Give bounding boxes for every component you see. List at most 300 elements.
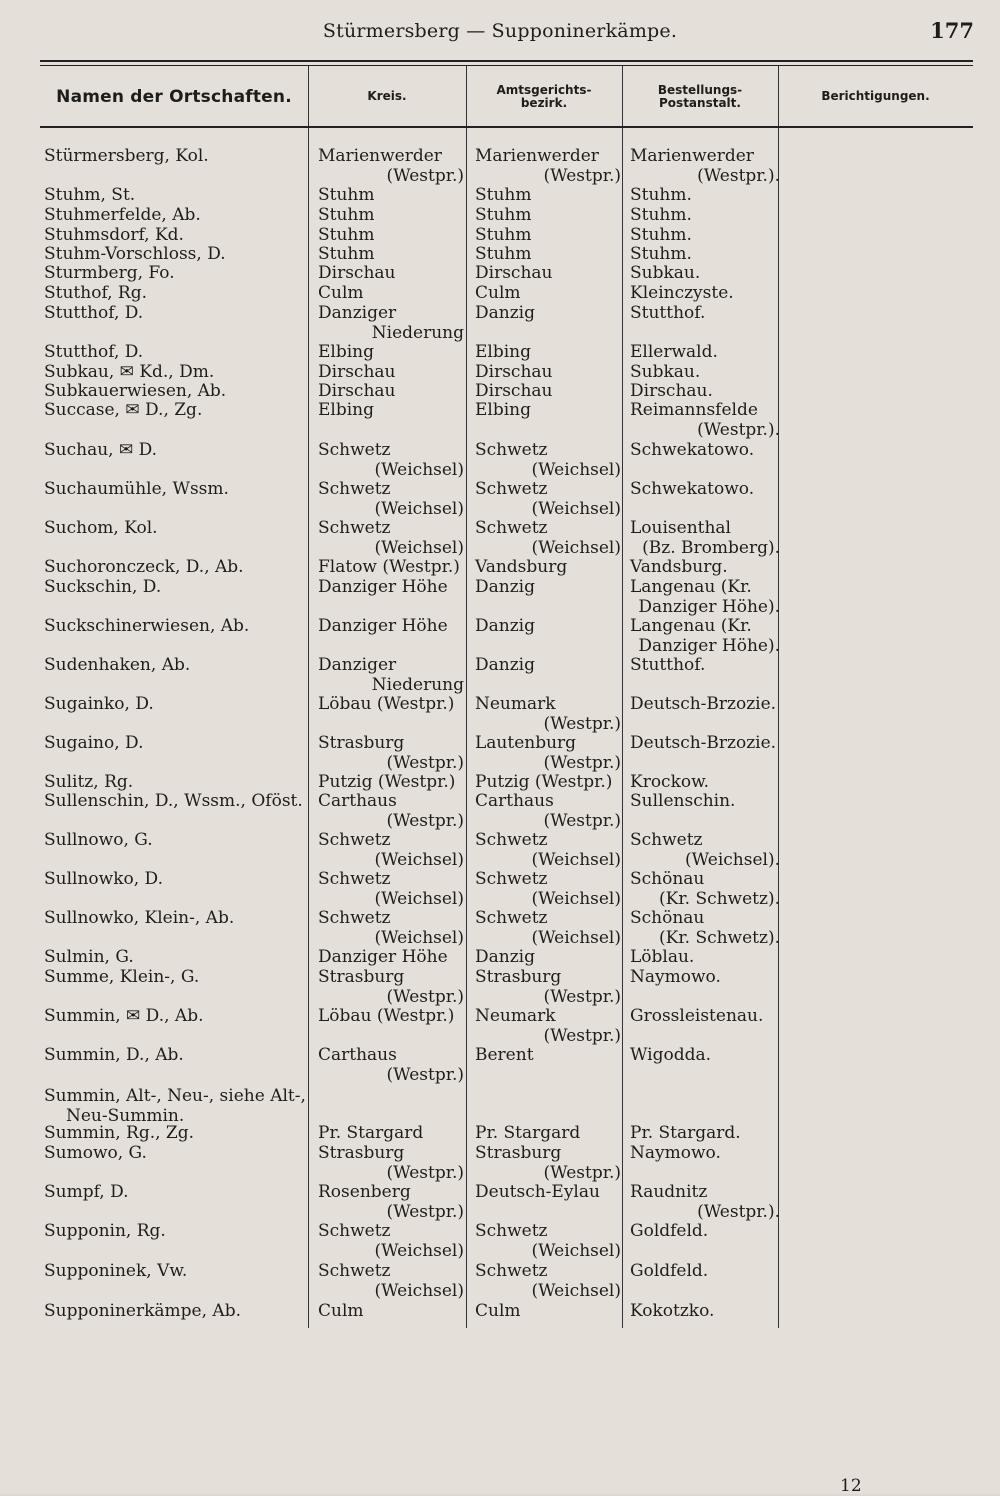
- kreis-cell-line: Carthaus: [318, 791, 397, 811]
- postanstalt-cell-line: Stuhm.: [630, 185, 692, 205]
- kreis-cell: [318, 734, 464, 773]
- postanstalt-cell-line: Grossleistenau.: [630, 1006, 764, 1026]
- kreis-cell-line: Schwetz: [318, 440, 391, 460]
- postanstalt-cell: [630, 245, 780, 265]
- kreis-cell-line: Flatow (Westpr.): [318, 557, 460, 577]
- postanstalt-cell-line: Goldfeld.: [630, 1261, 709, 1281]
- amtsgericht-cell-line: Schwetz: [475, 908, 548, 928]
- place-name: [44, 245, 312, 265]
- kreis-cell-line: Danziger: [318, 303, 397, 323]
- place-name: [44, 441, 312, 461]
- amtsgericht-cell-line: Stuhm: [475, 225, 532, 245]
- postanstalt-cell-line: (Westpr.).: [697, 165, 780, 186]
- kreis-cell-line: Danziger Höhe: [318, 577, 448, 597]
- kreis-cell: [318, 1007, 464, 1027]
- top-rule-thin: [40, 65, 973, 66]
- postanstalt-cell-line: Löblau.: [630, 947, 695, 967]
- amtsgericht-cell: [475, 695, 621, 734]
- header-amt-line1: Amtsgerichts-: [496, 82, 592, 97]
- place-name: [44, 363, 312, 383]
- postanstalt-cell: [630, 480, 780, 500]
- kreis-cell-line: Strasburg: [318, 733, 405, 753]
- amtsgericht-cell: [475, 226, 621, 246]
- amtsgericht-cell-line: (Weichsel): [531, 888, 621, 909]
- amtsgericht-cell-line: (Weichsel): [531, 498, 621, 519]
- amtsgericht-cell: [475, 1046, 621, 1066]
- kreis-cell: [318, 909, 464, 948]
- place-name: [44, 1087, 312, 1126]
- amtsgericht-cell-line: (Weichsel): [531, 849, 621, 870]
- place-name-text: Sturmberg, Fo.: [44, 263, 175, 283]
- amtsgericht-cell-line: (Westpr.): [543, 752, 621, 773]
- place-name: [44, 792, 312, 812]
- postanstalt-cell: [630, 147, 780, 186]
- place-name-text: Stuhmsdorf, Kd.: [44, 225, 184, 245]
- postanstalt-cell: [630, 870, 780, 909]
- kreis-cell: [318, 226, 464, 246]
- place-name-continuation: Neu-Summin.: [66, 1105, 185, 1126]
- amtsgericht-cell: [475, 734, 621, 773]
- column-divider: [622, 66, 623, 1328]
- amtsgericht-cell-line: Schwetz: [475, 869, 548, 889]
- place-name-text: Suchau, ✉ D.: [44, 440, 158, 460]
- amtsgericht-cell-line: (Weichsel): [531, 927, 621, 948]
- place-name-text: Sumpf, D.: [44, 1182, 129, 1202]
- place-name: [44, 1144, 312, 1164]
- place-name: [44, 264, 312, 284]
- kreis-cell-line: Carthaus: [318, 1045, 397, 1065]
- amtsgericht-cell-line: Schwetz: [475, 1221, 548, 1241]
- place-name: [44, 206, 312, 226]
- postanstalt-cell-line: Stuhm.: [630, 244, 692, 264]
- postanstalt-cell-line: (Bz. Bromberg).: [642, 537, 780, 558]
- kreis-cell-line: Löbau (Westpr.): [318, 1006, 455, 1026]
- place-name-text: Summin, Rg., Zg.: [44, 1123, 195, 1143]
- kreis-cell-line: Löbau (Westpr.): [318, 694, 455, 714]
- amtsgericht-cell: [475, 363, 621, 383]
- place-name-text: Succase, ✉ D., Zg.: [44, 400, 203, 420]
- place-name-text: Stuhm, St.: [44, 185, 136, 205]
- postanstalt-cell: [630, 343, 780, 363]
- postanstalt-cell-line: Schönau: [630, 908, 705, 928]
- place-name: [44, 186, 312, 206]
- postanstalt-cell-line: Wigodda.: [630, 1045, 712, 1065]
- kreis-cell: [318, 1183, 464, 1222]
- kreis-cell-line: Stuhm: [318, 244, 375, 264]
- postanstalt-cell: [630, 519, 780, 558]
- kreis-cell: [318, 343, 464, 363]
- kreis-cell: [318, 695, 464, 715]
- postanstalt-cell-line: Deutsch-Brzozie.: [630, 694, 777, 714]
- amtsgericht-cell-line: (Weichsel): [531, 1280, 621, 1301]
- header-amt-line2: bezirk.: [520, 96, 568, 110]
- postanstalt-cell-line: Krockow.: [630, 772, 710, 792]
- kreis-cell-line: Culm: [318, 1301, 364, 1321]
- place-name-text: Stutthof, D.: [44, 303, 144, 323]
- place-name: [44, 695, 312, 715]
- amtsgericht-cell-line: Danzig: [475, 655, 535, 675]
- postanstalt-cell-line: Schwetz: [630, 830, 703, 850]
- postanstalt-cell: [630, 695, 780, 715]
- amtsgericht-cell-line: Stuhm: [475, 185, 532, 205]
- amtsgericht-cell-line: Schwetz: [475, 830, 548, 850]
- postanstalt-cell: [630, 558, 780, 578]
- postanstalt-cell-line: Sullenschin.: [630, 791, 736, 811]
- header-post-line2: Postanstalt.: [659, 96, 741, 110]
- kreis-cell: [318, 773, 464, 793]
- place-name-text: Sullnowo, G.: [44, 830, 153, 850]
- postanstalt-cell-line: (Kr. Schwetz).: [659, 888, 780, 909]
- kreis-cell-line: Schwetz: [318, 479, 391, 499]
- header-names: [40, 70, 308, 124]
- postanstalt-cell-line: Goldfeld.: [630, 1221, 709, 1241]
- place-name-text: Summin, Alt-, Neu-, siehe Alt-,: [44, 1086, 306, 1106]
- postanstalt-cell-line: Schwekatowo.: [630, 479, 755, 499]
- amtsgericht-cell-line: Schwetz: [475, 1261, 548, 1281]
- postanstalt-cell: [630, 734, 780, 754]
- place-name-text: Sugainko, D.: [44, 694, 154, 714]
- column-divider: [466, 66, 467, 1328]
- postanstalt-cell-line: Reimannsfelde: [630, 400, 758, 420]
- kreis-cell-line: (Weichsel): [374, 1240, 464, 1261]
- place-name-text: Sudenhaken, Ab.: [44, 655, 191, 675]
- postanstalt-cell: [630, 948, 780, 968]
- amtsgericht-cell-line: Danzig: [475, 947, 535, 967]
- postanstalt-cell: [630, 578, 780, 617]
- place-name-text: Sullnowko, D.: [44, 869, 163, 889]
- amtsgericht-cell: [475, 617, 621, 637]
- postanstalt-cell: [630, 363, 780, 383]
- amtsgericht-cell: [475, 401, 621, 421]
- postanstalt-cell-line: (Weichsel).: [685, 849, 780, 870]
- place-name: [44, 948, 312, 968]
- kreis-cell-line: Marienwerder: [318, 146, 442, 166]
- kreis-cell-line: (Weichsel): [374, 888, 464, 909]
- header-kreis-label: Kreis.: [367, 89, 407, 104]
- postanstalt-cell-line: (Westpr.).: [697, 1201, 780, 1222]
- kreis-cell-line: Stuhm: [318, 185, 375, 205]
- kreis-cell: [318, 245, 464, 265]
- amtsgericht-cell: [475, 382, 621, 402]
- place-name: [44, 870, 312, 890]
- amtsgericht-cell-line: Dirschau: [475, 263, 553, 283]
- kreis-cell: [318, 1262, 464, 1301]
- amtsgericht-cell-line: Dirschau: [475, 381, 553, 401]
- place-name-text: Sugaino, D.: [44, 733, 144, 753]
- postanstalt-cell-line: Langenau (Kr.: [630, 616, 752, 636]
- place-name: [44, 1262, 312, 1282]
- amtsgericht-cell-line: (Weichsel): [531, 459, 621, 480]
- amtsgericht-cell: [475, 264, 621, 284]
- amtsgericht-cell: [475, 1144, 621, 1183]
- kreis-cell-line: Niederung: [371, 322, 464, 343]
- amtsgericht-cell-line: Berent: [475, 1045, 534, 1065]
- amtsgericht-cell: [475, 284, 621, 304]
- amtsgericht-cell-line: Schwetz: [475, 518, 548, 538]
- amtsgericht-cell: [475, 343, 621, 363]
- kreis-cell-line: Strasburg: [318, 1143, 405, 1163]
- postanstalt-cell-line: Stutthof.: [630, 655, 706, 675]
- postanstalt-cell: [630, 656, 780, 676]
- top-rule: [40, 60, 973, 62]
- postanstalt-cell: [630, 617, 780, 656]
- postanstalt-cell: [630, 831, 780, 870]
- kreis-cell-line: (Westpr.): [386, 986, 464, 1007]
- amtsgericht-cell-line: (Westpr.): [543, 1025, 621, 1046]
- place-name-text: Supponin, Rg.: [44, 1221, 166, 1241]
- kreis-cell: [318, 441, 464, 480]
- kreis-cell-line: Stuhm: [318, 225, 375, 245]
- postanstalt-cell-line: Kokotzko.: [630, 1301, 715, 1321]
- place-name: [44, 1222, 312, 1242]
- amtsgericht-cell-line: Elbing: [475, 400, 531, 420]
- kreis-cell-line: Dirschau: [318, 381, 396, 401]
- amtsgericht-cell: [475, 1183, 621, 1203]
- postanstalt-cell: [630, 264, 780, 284]
- place-name-text: Sulmin, G.: [44, 947, 134, 967]
- amtsgericht-cell-line: Danzig: [475, 616, 535, 636]
- kreis-cell-line: (Westpr.): [386, 165, 464, 186]
- kreis-cell: [318, 656, 464, 695]
- postanstalt-cell-line: Louisenthal: [630, 518, 731, 538]
- amtsgericht-cell-line: Vandsburg: [475, 557, 568, 577]
- place-name-text: Supponinek, Vw.: [44, 1261, 188, 1281]
- kreis-cell-line: (Weichsel): [374, 849, 464, 870]
- kreis-cell-line: Pr. Stargard: [318, 1123, 424, 1143]
- postanstalt-cell-line: Ellerwald.: [630, 342, 718, 362]
- amtsgericht-cell: [475, 245, 621, 265]
- postanstalt-cell-line: Stuhm.: [630, 225, 692, 245]
- kreis-cell: [318, 186, 464, 206]
- place-name-text: Summe, Klein-, G.: [44, 967, 200, 987]
- header-kreis: [308, 70, 466, 124]
- kreis-cell-line: Danziger Höhe: [318, 616, 448, 636]
- place-name: [44, 578, 312, 598]
- kreis-cell: [318, 870, 464, 909]
- postanstalt-cell: [630, 1262, 780, 1282]
- kreis-cell-line: (Weichsel): [374, 1280, 464, 1301]
- kreis-cell-line: Schwetz: [318, 1261, 391, 1281]
- postanstalt-cell-line: Subkau.: [630, 362, 701, 382]
- place-name-text: Stürmersberg, Kol.: [44, 146, 209, 166]
- amtsgericht-cell-line: (Westpr.): [543, 986, 621, 1007]
- postanstalt-cell: [630, 441, 780, 461]
- amtsgericht-cell: [475, 441, 621, 480]
- postanstalt-cell-line: (Westpr.).: [697, 419, 780, 440]
- amtsgericht-cell: [475, 831, 621, 870]
- amtsgericht-cell: [475, 147, 621, 186]
- postanstalt-cell: [630, 1124, 780, 1144]
- amtsgericht-cell: [475, 948, 621, 968]
- place-name: [44, 734, 312, 754]
- postanstalt-cell-line: Dirschau.: [630, 381, 713, 401]
- amtsgericht-cell-line: Carthaus: [475, 791, 554, 811]
- postanstalt-cell: [630, 226, 780, 246]
- kreis-cell: [318, 401, 464, 421]
- kreis-cell: [318, 304, 464, 343]
- amtsgericht-cell: [475, 1302, 621, 1322]
- place-name: [44, 284, 312, 304]
- amtsgericht-cell: [475, 1124, 621, 1144]
- place-name-text: Summin, D., Ab.: [44, 1045, 184, 1065]
- amtsgericht-cell: [475, 656, 621, 676]
- amtsgericht-cell: [475, 1262, 621, 1301]
- kreis-cell: [318, 1222, 464, 1261]
- postanstalt-cell: [630, 382, 780, 402]
- kreis-cell: [318, 363, 464, 383]
- place-name: [44, 656, 312, 676]
- place-name: [44, 1302, 312, 1322]
- place-name-text: Suchaumühle, Wssm.: [44, 479, 229, 499]
- amtsgericht-cell-line: Pr. Stargard: [475, 1123, 581, 1143]
- postanstalt-cell: [630, 401, 780, 440]
- place-name-text: Sulitz, Rg.: [44, 772, 134, 792]
- kreis-cell: [318, 284, 464, 304]
- kreis-cell-line: Danziger Höhe: [318, 947, 448, 967]
- postanstalt-cell: [630, 773, 780, 793]
- postanstalt-cell-line: Kleinczyste.: [630, 283, 734, 303]
- place-name-text: Subkauerwiesen, Ab.: [44, 381, 227, 401]
- kreis-cell-line: Elbing: [318, 400, 374, 420]
- postanstalt-cell: [630, 1144, 780, 1164]
- postanstalt-cell-line: Pr. Stargard.: [630, 1123, 741, 1143]
- place-name-text: Suchoronczeck, D., Ab.: [44, 557, 244, 577]
- kreis-cell-line: (Weichsel): [374, 927, 464, 948]
- amtsgericht-cell: [475, 773, 621, 793]
- amtsgericht-cell-line: Dirschau: [475, 362, 553, 382]
- amtsgericht-cell-line: Strasburg: [475, 967, 562, 987]
- place-name-text: Stuhmerfelde, Ab.: [44, 205, 201, 225]
- header-postanstalt: [622, 70, 778, 124]
- kreis-cell: [318, 1124, 464, 1144]
- kreis-cell: [318, 1046, 464, 1085]
- postanstalt-cell-line: (Kr. Schwetz).: [659, 927, 780, 948]
- place-name: [44, 773, 312, 793]
- place-name: [44, 1183, 312, 1203]
- place-name-text: Stuthof, Rg.: [44, 283, 148, 303]
- kreis-cell-line: Schwetz: [318, 1221, 391, 1241]
- amtsgericht-cell-line: (Weichsel): [531, 537, 621, 558]
- place-name-text: Suckschin, D.: [44, 577, 162, 597]
- kreis-cell: [318, 948, 464, 968]
- place-name: [44, 226, 312, 246]
- place-name-text: Subkau, ✉ Kd., Dm.: [44, 362, 215, 382]
- place-name-text: Suckschinerwiesen, Ab.: [44, 616, 250, 636]
- kreis-cell-line: Schwetz: [318, 869, 391, 889]
- kreis-cell-line: Elbing: [318, 342, 374, 362]
- amtsgericht-cell: [475, 480, 621, 519]
- kreis-cell: [318, 480, 464, 519]
- amtsgericht-cell-line: Culm: [475, 283, 521, 303]
- header-berichtigungen-label: Berichtigungen.: [821, 89, 930, 104]
- amtsgericht-cell: [475, 519, 621, 558]
- kreis-cell: [318, 578, 464, 598]
- amtsgericht-cell-line: Deutsch-Eylau: [475, 1182, 600, 1202]
- postanstalt-cell-line: Danziger Höhe).: [638, 635, 780, 656]
- kreis-cell: [318, 968, 464, 1007]
- running-head: Stürmersberg — Supponinerkämpe.: [322, 20, 678, 42]
- amtsgericht-cell: [475, 304, 621, 324]
- postanstalt-cell: [630, 284, 780, 304]
- place-name: [44, 831, 312, 851]
- amtsgericht-cell-line: (Westpr.): [543, 810, 621, 831]
- amtsgericht-cell-line: Marienwerder: [475, 146, 599, 166]
- amtsgericht-cell-line: Danzig: [475, 577, 535, 597]
- place-name: [44, 1124, 312, 1144]
- postanstalt-cell-line: Subkau.: [630, 263, 701, 283]
- header-rule: [40, 126, 973, 128]
- amtsgericht-cell-line: Schwetz: [475, 479, 548, 499]
- amtsgericht-cell-line: (Weichsel): [531, 1240, 621, 1261]
- amtsgericht-cell-line: (Westpr.): [543, 713, 621, 734]
- place-name: [44, 343, 312, 363]
- kreis-cell: [318, 147, 464, 186]
- amtsgericht-cell-line: Stuhm: [475, 205, 532, 225]
- postanstalt-cell-line: Raudnitz: [630, 1182, 708, 1202]
- amtsgericht-cell: [475, 792, 621, 831]
- postanstalt-cell: [630, 1007, 780, 1027]
- kreis-cell: [318, 1144, 464, 1183]
- place-name: [44, 480, 312, 500]
- postanstalt-cell: [630, 206, 780, 226]
- amtsgericht-cell-line: Danzig: [475, 303, 535, 323]
- place-name: [44, 519, 312, 539]
- kreis-cell-line: Niederung: [371, 674, 464, 695]
- postanstalt-cell-line: Naymowo.: [630, 967, 721, 987]
- postanstalt-cell-line: Danziger Höhe).: [638, 596, 780, 617]
- postanstalt-cell: [630, 909, 780, 948]
- amtsgericht-cell-line: Stuhm: [475, 244, 532, 264]
- kreis-cell: [318, 792, 464, 831]
- kreis-cell-line: Schwetz: [318, 518, 391, 538]
- place-name-text: Sullnowko, Klein-, Ab.: [44, 908, 235, 928]
- place-name-text: Sullenschin, D., Wssm., Oföst.: [44, 791, 303, 811]
- kreis-cell-line: (Westpr.): [386, 810, 464, 831]
- postanstalt-cell-line: Langenau (Kr.: [630, 577, 752, 597]
- postanstalt-cell: [630, 1046, 780, 1066]
- amtsgericht-cell-line: Culm: [475, 1301, 521, 1321]
- kreis-cell: [318, 617, 464, 637]
- place-name-text: Stuhm-Vorschloss, D.: [44, 244, 226, 264]
- kreis-cell: [318, 519, 464, 558]
- amtsgericht-cell-line: (Westpr.): [543, 165, 621, 186]
- amtsgericht-cell: [475, 206, 621, 226]
- place-name: [44, 558, 312, 578]
- postanstalt-cell-line: Stutthof.: [630, 303, 706, 323]
- place-name: [44, 1046, 312, 1066]
- kreis-cell-line: Rosenberg: [318, 1182, 411, 1202]
- place-name: [44, 1007, 312, 1027]
- kreis-cell-line: (Weichsel): [374, 498, 464, 519]
- kreis-cell-line: Schwetz: [318, 908, 391, 928]
- amtsgericht-cell: [475, 1222, 621, 1261]
- place-name: [44, 401, 312, 421]
- kreis-cell-line: Schwetz: [318, 830, 391, 850]
- kreis-cell-line: (Westpr.): [386, 752, 464, 773]
- kreis-cell-line: Strasburg: [318, 967, 405, 987]
- header-amtsgericht: [466, 70, 622, 124]
- signature-mark: 12: [840, 1476, 862, 1496]
- kreis-cell-line: Culm: [318, 283, 364, 303]
- kreis-cell: [318, 264, 464, 284]
- postanstalt-cell-line: Vandsburg.: [630, 557, 728, 577]
- header-berichtigungen: [778, 70, 973, 124]
- postanstalt-cell: [630, 186, 780, 206]
- postanstalt-cell-line: Deutsch-Brzozie.: [630, 733, 777, 753]
- postanstalt-cell-line: Schönau: [630, 869, 705, 889]
- header-names-label: Namen der Ortschaften.: [56, 86, 292, 107]
- place-name: [44, 909, 312, 929]
